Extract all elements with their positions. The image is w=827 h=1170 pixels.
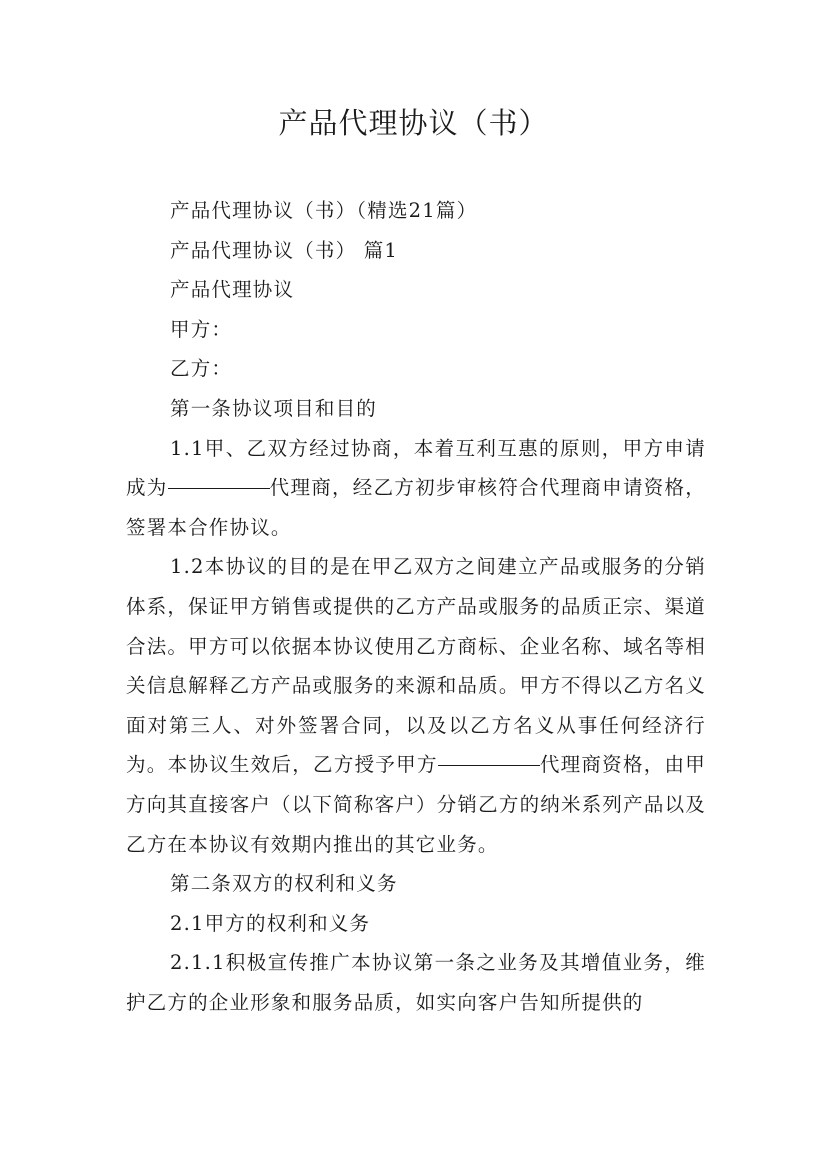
paragraph-clause-1-2 xyxy=(126,547,706,864)
paragraph-clause-2-1-1: 2.1.1积极宣传推广本协议第一条之业务及其增值业务，维护乙方的企业形象和服务品质，如实向客户告知所提供的 xyxy=(126,951,706,1014)
paragraph-party-b: 乙方： xyxy=(170,357,233,381)
paragraph-agreement-name: 产品代理协议 xyxy=(170,278,295,302)
paragraph-section-heading: 产品代理协议（书） 篇1 xyxy=(170,238,399,262)
clause-1-1-text-before: 1.1甲、乙双方经过协商，本着互利互惠的原则，甲方申请成为 xyxy=(126,436,706,500)
fill-in-blank xyxy=(168,487,270,489)
document-title: 产品代理协议（书） xyxy=(278,106,549,140)
fill-in-blank xyxy=(438,764,540,766)
clause-1-2-text-after: 代理商资格，由甲方向其直接客户（以下简称客户）分销乙方的纳米系列产品以及乙方在本协议有效期内推出的其它业务。 xyxy=(126,753,706,856)
paragraph-clause-2-1: 2.1甲方的权利和义务 xyxy=(170,911,371,935)
clause-1-2-text-before: 1.2本协议的目的是在甲乙双方之间建立产品或服务的分销体系，保证甲方销售或提供的乙方产品或服务的品质正宗、渠道合法。甲方可以依据本协议使用乙方商标、企业名称、域名等相关信息解释乙方产品或服务的来源和品质。甲方不得以乙方名义面对第三人、对外签署合同，以及以乙方名义从事任何经济行为。本协议生效后，乙方授予甲方 xyxy=(126,555,706,777)
paragraph-subtitle: 产品代理协议（书）（精选21篇） xyxy=(170,199,478,222)
paragraph-article-1-heading: 第一条协议项目和目的 xyxy=(170,396,378,420)
document-body xyxy=(126,191,706,1022)
paragraph-article-2-heading: 第二条双方的权利和义务 xyxy=(170,872,398,896)
paragraph-party-a: 甲方： xyxy=(170,317,233,341)
paragraph-clause-1-1 xyxy=(126,429,706,548)
clause-1-1-text-after: 代理商，经乙方初步审核符合代理商申请资格，签署本合作协议。 xyxy=(126,476,707,539)
